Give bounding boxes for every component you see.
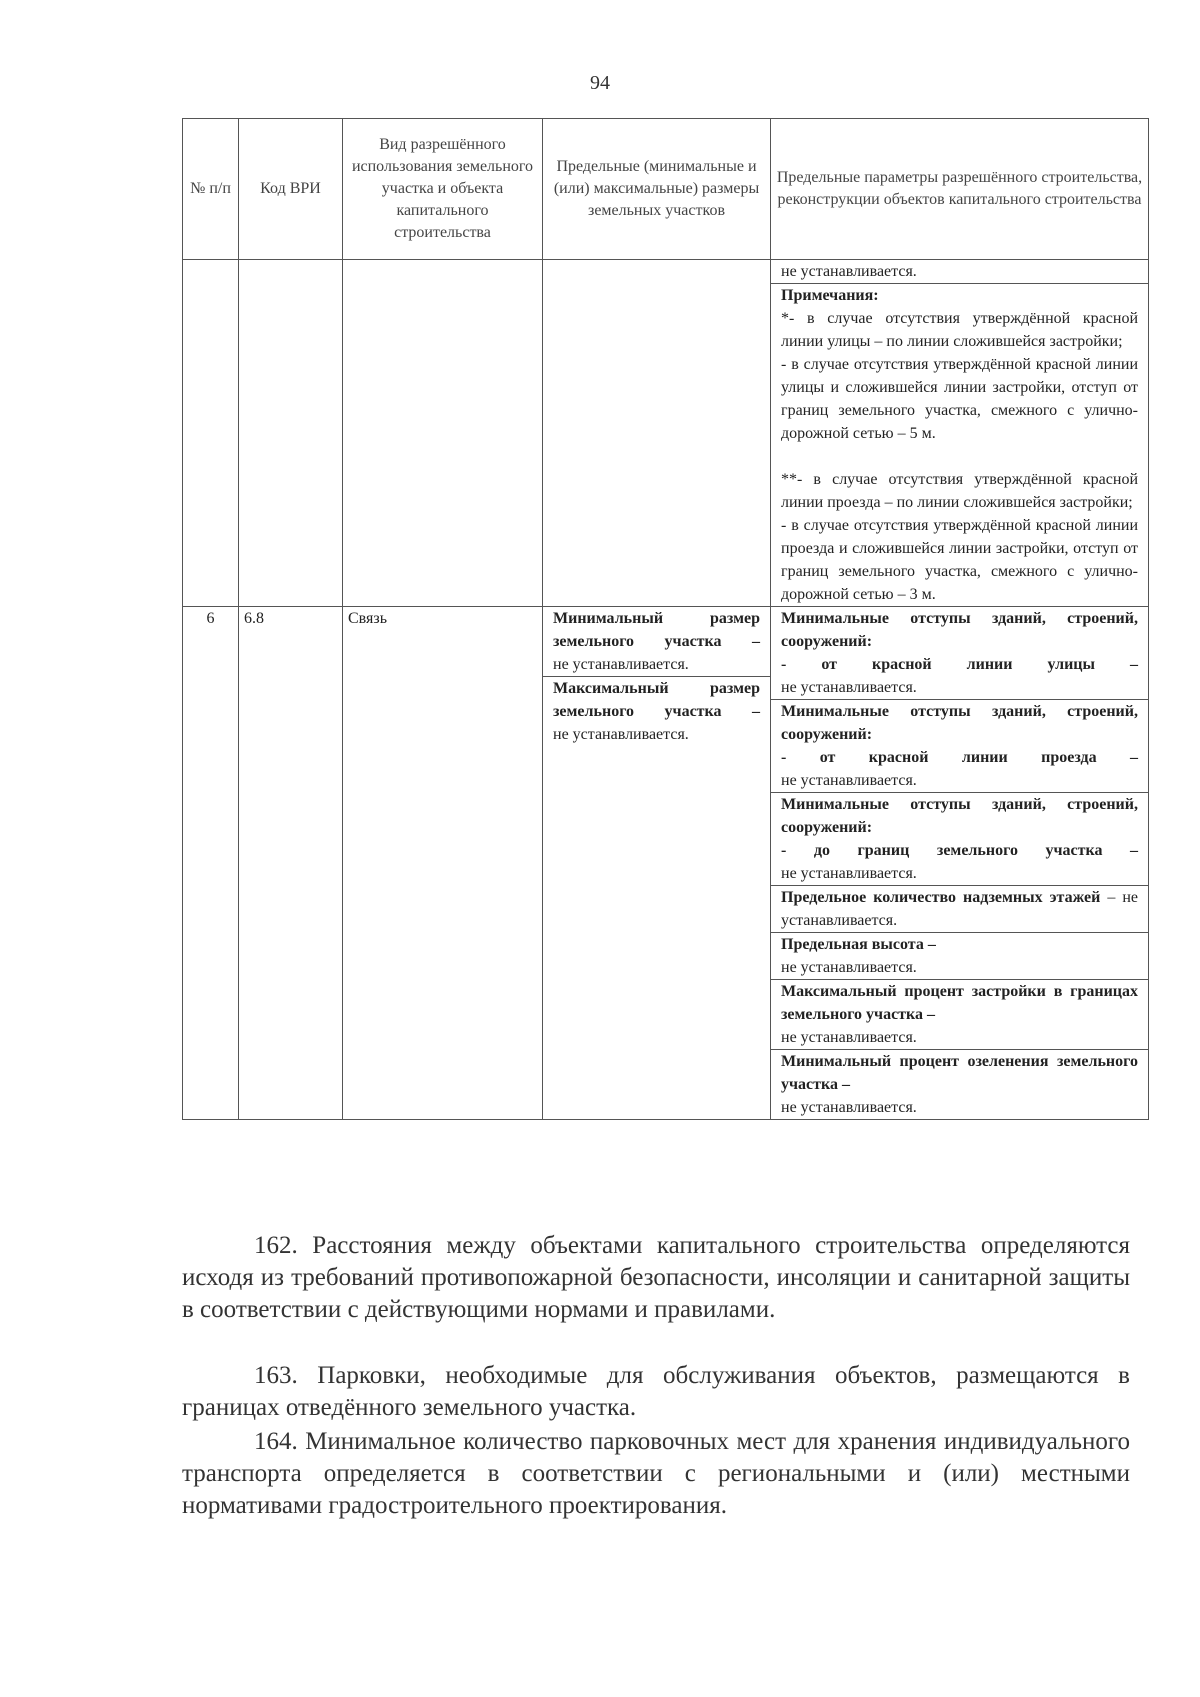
row-type: Связь <box>343 607 543 1120</box>
max-size-title: Максимальный размер земельного участка – <box>553 680 760 720</box>
param-item: - до границ земельного участка – <box>781 842 1138 859</box>
header-type: Вид разрешённого использования земельного участка и объекта капитального строительства <box>343 119 543 260</box>
header-num: № п/п <box>183 119 239 260</box>
param-value: не устанавливается. <box>781 1099 917 1116</box>
min-size-title: Минимальный размер земельного участка – <box>553 610 760 650</box>
param-driveway-setback <box>771 699 1148 792</box>
page-number: 94 <box>590 72 610 94</box>
param-value: не устанавливается. <box>781 1029 917 1046</box>
param-item: - от красной линии улицы – <box>781 656 1138 673</box>
continued-params-cell <box>771 260 1149 607</box>
param-street-setback <box>771 607 1148 699</box>
param-title: Минимальные отступы зданий, строений, сооружений: <box>781 703 1138 743</box>
paragraph-text: 163. Парковки, необходимые для обслуживания объектов, размещаются в границах отведённого земельного участка. <box>182 1362 1130 1421</box>
param-value: не устанавливается. <box>781 865 917 882</box>
row-code: 6.8 <box>239 607 343 1120</box>
param-value: не устанавливается. <box>781 679 917 696</box>
header-params: Предельные параметры разрешённого строительства, реконструкции объектов капитального строительства <box>771 119 1149 260</box>
header-code: Код ВРИ <box>239 119 343 260</box>
param-title: Максимальный процент застройки в границах земельного участка – <box>781 983 1138 1023</box>
paragraph-163 <box>182 1360 1130 1424</box>
note-2b: - в случае отсутствия утверждённой красной линии проезда и сложившейся линии застройки, отступ от границ земельного участка, смежного с улично-дорожной сетью – 3 м. <box>781 517 1138 603</box>
notes-title: Примечания: <box>781 287 879 304</box>
param-floors <box>771 885 1148 932</box>
header-sizes: Предельные (минимальные и (или) максимальные) размеры земельных участков <box>543 119 771 260</box>
param-max-coverage <box>771 979 1148 1049</box>
param-title: Минимальные отступы зданий, строений, сооружений: <box>781 610 1138 650</box>
max-size-block <box>543 676 770 746</box>
regulations-table <box>182 118 1149 1120</box>
param-title: Предельная высота – <box>781 936 936 953</box>
note-1b: - в случае отсутствия утверждённой красной линии улицы и сложившейся линии застройки, отступ от границ земельного участка, смежного с улично-дорожной сетью – 5 м. <box>781 356 1138 442</box>
param-value: не устанавливается. <box>781 959 917 976</box>
param-title: Минимальный процент озеленения земельного участка – <box>781 1053 1138 1093</box>
table-row-continued <box>183 260 1149 607</box>
param-item: - от красной линии проезда – <box>781 749 1138 766</box>
max-size-value: не устанавливается. <box>553 726 689 743</box>
paragraph-162 <box>182 1230 1130 1326</box>
param-min-greening <box>771 1049 1148 1119</box>
paragraph-text: 164. Минимальное количество парковочных мест для хранения индивидуального транспорта определяется в соответствии с региональными и (или) местными нормативами градостроительного проектирования. <box>182 1428 1130 1519</box>
paragraph-text: 162. Расстояния между объектами капитального строительства определяются исходя из требований противопожарной безопасности, инсоляции и санитарной защиты в соответствии с действующими нормами и правилами. <box>182 1232 1130 1323</box>
note-1a: *- в случае отсутствия утверждённой красной линии улицы – по линии сложившейся застройки; <box>781 310 1138 350</box>
param-value: – не устанавливается. <box>781 889 1138 929</box>
param-value: не устанавливается. <box>781 772 917 789</box>
param-title: Минимальные отступы зданий, строений, сооружений: <box>781 796 1138 836</box>
table-row-6 <box>183 607 1149 1120</box>
params-cell <box>771 607 1149 1120</box>
param-height <box>771 932 1148 979</box>
continued-tail: не устанавливается. <box>781 263 917 280</box>
param-boundary-setback <box>771 792 1148 885</box>
note-2a: **- в случае отсутствия утверждённой красной линии проезда – по линии сложившейся застройки; <box>781 471 1138 511</box>
table-header-row <box>183 119 1149 260</box>
row-num: 6 <box>183 607 239 1120</box>
sizes-cell <box>543 607 771 1120</box>
param-title: Предельное количество надземных этажей <box>781 889 1101 906</box>
min-size-value: не устанавливается. <box>553 656 689 673</box>
notes-block <box>771 283 1148 606</box>
min-size-block <box>543 607 770 676</box>
paragraph-164 <box>182 1426 1130 1522</box>
